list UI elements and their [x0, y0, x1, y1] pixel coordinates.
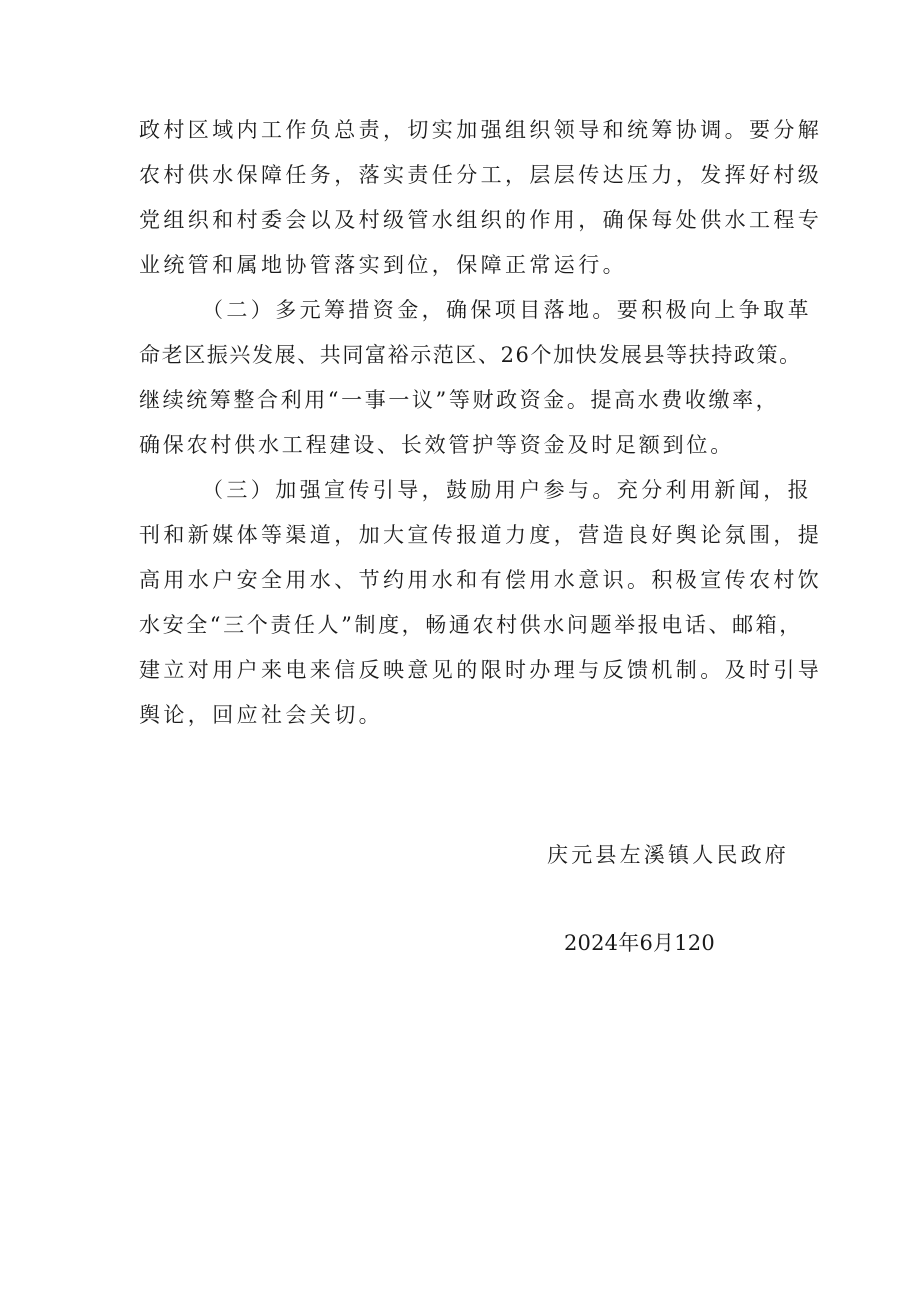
- body-line: 命老区振兴发展、共同富裕示范区、26个加快发展县等扶持政策。: [139, 343, 802, 367]
- signature-organization: 庆元县左溪镇人民政府: [547, 843, 789, 867]
- body-line: 水安全“三个责任人”制度，畅通农村供水问题举报电话、邮箱，: [139, 613, 803, 637]
- body-line: 刊和新媒体等渠道，加大宣传报道力度，营造良好舆论氛围，提: [139, 523, 823, 547]
- body-line: 党组织和村委会以及村级管水组织的作用，确保每处供水工程专: [139, 208, 823, 232]
- paragraph-heading-3: （三）加强宣传引导，鼓励用户参与。充分利用新闻，报: [202, 478, 812, 502]
- body-line: 确保农村供水工程建设、长效管护等资金及时足额到位。: [139, 433, 734, 457]
- body-line: 农村供水保障任务，落实责任分工，层层传达压力，发挥好村级: [139, 163, 823, 187]
- body-line: 高用水户安全用水、节约用水和有偿用水意识。积极宣传农村饮: [139, 568, 823, 592]
- body-line: 业统管和属地协管落实到位，保障正常运行。: [139, 253, 627, 277]
- body-line: 政村区域内工作负总责，切实加强组织领导和统筹协调。要分解: [139, 118, 823, 142]
- signature-date: 2024年6月120: [564, 931, 715, 955]
- paragraph-heading-2: （二）多元筹措资金，确保项目落地。要积极向上争取革: [202, 298, 812, 322]
- body-line: 舆论，回应社会关切。: [139, 703, 383, 727]
- body-line: 建立对用户来电来信反映意见的限时办理与反馈机制。及时引导: [139, 658, 823, 682]
- body-line: 继续统筹整合利用“一事一议”等财政资金。提高水费收缴率，: [139, 388, 780, 412]
